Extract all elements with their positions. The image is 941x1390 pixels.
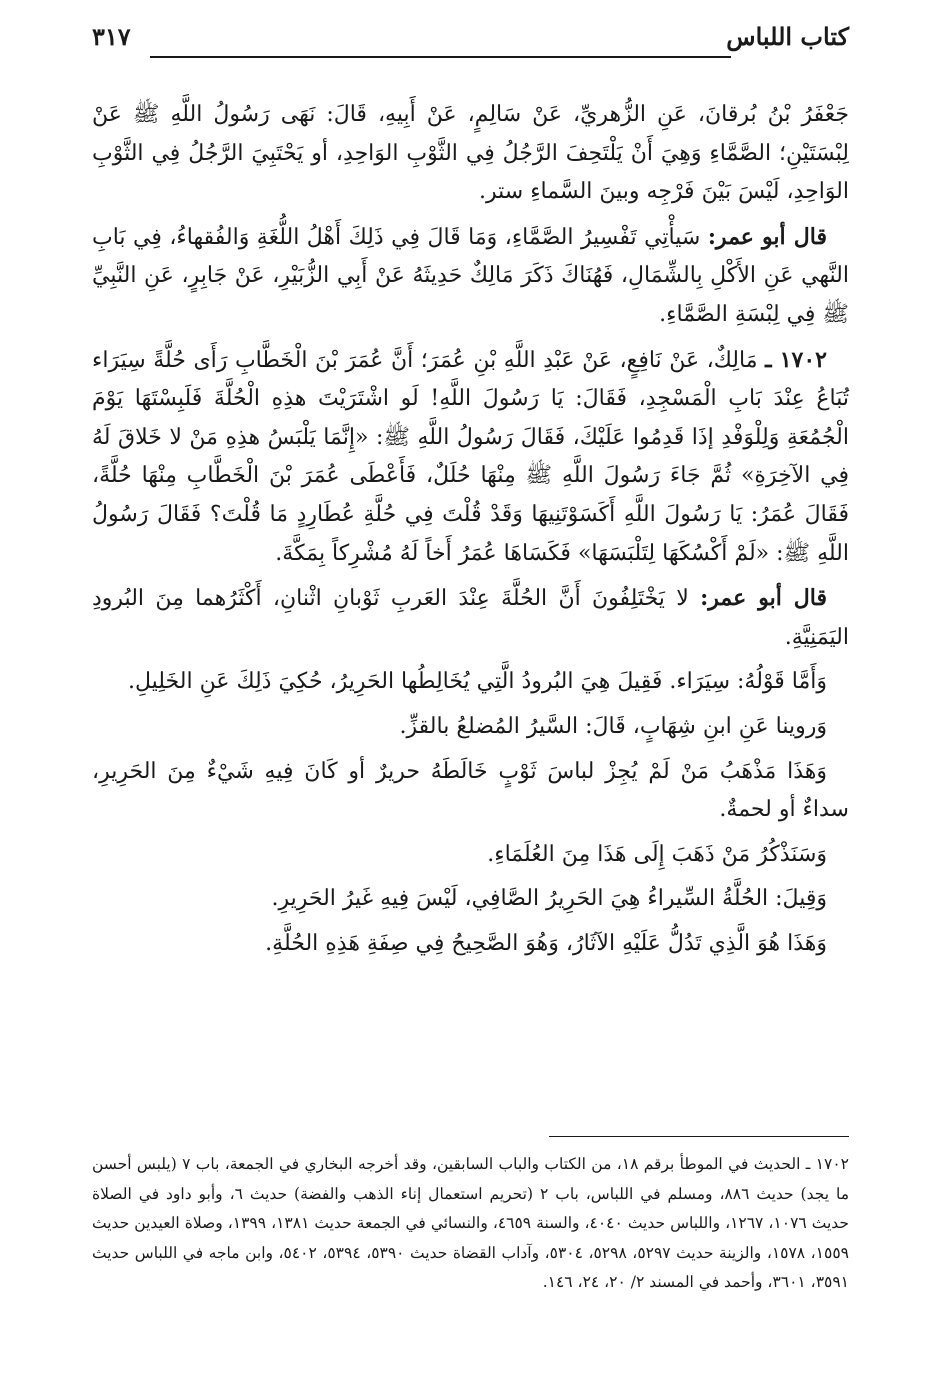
paragraph-5: وَأَمَّا قَوْلُهُ: سِيَرَاء. فَقِيلَ هِيَ البُرودُ الَّتِي يُخَالِطُها الحَرِيرُ، حُكِيَ ذَلِكَ عَنِ الخَلِيلِ. [127,669,827,695]
paragraph-2-text: سَيأْتِي تَفْسِيرُ الصَّمَّاءِ، وَمَا قَالَ فِي ذَلِكَ أَهْلُ اللُّغَةِ وَالفُقهاءُ، فِي بَابِ النَّهي عَنِ الأَكْلِ بِالشِّمَالِ، فَهُنَاكَ ذَكَرَ مَالِكٌ حَدِيثَهُ عَنْ أَبِي الزُّبَيْرِ، عَنْ جَابِرٍ، عَنِ النَّبِيِّ ﷺ فِي لِبْسَةِ الصَّمَّاءِ. [92,224,849,327]
hadith-text: مَالِكٌ، عَنْ نَافِعٍ، عَنْ عَبْدِ اللَّهِ بْنِ عُمَرَ؛ أَنَّ عُمَرَ بْنَ الْخَطَّابِ رَأَى حُلَّةً سِيَرَاء تُبَاعُ عِنْدَ بَابِ الْمَسْجِدِ، فَقَالَ: يَا رَسُولَ اللَّهِ! لَو اشْتَرَيْتَ هذِهِ الْحُلَّةَ فَلَبِسْتَهَا يَوْمَ الْجُمُعَةِ وَلِلْوَفْدِ إذَا قَدِمُوا عَلَيْكَ، فَقَالَ رَسُولُ اللَّهِ ﷺ: «إِنَّمَا يَلْبَسُ هذِهِ مَنْ لا خَلاقَ لَهُ فِي الآخِرَةِ» ثُمَّ جَاءَ رَسُولَ اللَّهِ ﷺ مِنْهَا حُلَلٌ، فَأَعْطَى عُمَرَ بْنَ الْخَطَّابِ مِنْهَا حُلَّةً، فَقَالَ عُمَرُ: يَا رَسُولَ اللَّهِ أَكَسَوْتَنِيهَا وَقَدْ قُلْتَ فِي حُلَّةِ عُطَارِدٍ مَا قُلْتَ؟ فَقَالَ رَسُولُ اللَّهِ ﷺ: «لَمْ أَكْسُكَهَا لِتَلْبَسَهَا» فَكَسَاهَا عُمَرُ أَخاً لَهُ مُشْرِكاً بِمَكَّةَ. [92,347,849,566]
paragraph-4 [92,579,849,657]
main-text [92,96,849,969]
paragraph-7: وَهَذَا مَذْهَبُ مَنْ لَمْ يُجِزْ لباسَ ثَوْبٍ خَالَطَهُ حريرٌ أو كَانَ فِيهِ شَيْءٌ مِنَ الحَرِيرِ، سداءٌ أو لحمةٌ. [92,758,849,823]
commentary-label: قال أبو عمر: [707,223,828,250]
paragraph-1: جَعْفَرُ بْنُ بُرقانَ، عَنِ الزُّهريِّ، عَنْ سَالِمٍ، عَنْ أَبِيهِ، قَالَ: نَهَى رَسُولُ اللَّهِ ﷺ عَنْ لِبْسَتَيْنِ؛ الصَّمَّاءِ وَهِيَ أَنْ يَلْتَحِفَ الرَّجُلُ فِي الثَّوْبِ الوَاحِدِ، أو يَحْتَبِيَ الرَّجُلُ فِي الثَّوْبِ الوَاحِدِ، لَيْسَ بَيْنَ فَرْجِه وبينَ السَّماءِ ستر. [92,102,849,205]
page-number: ٣١٧ [92,22,131,51]
paragraph-8: وَسَنَذْكُرُ مَنْ ذَهَبَ إِلَى هَذَا مِنَ العُلَمَاءِ. [487,841,827,867]
footnote-rule [549,1136,849,1137]
paragraph-4-text: لا يَخْتَلِفُونَ أَنَّ الحُلَّةَ عِنْدَ العَربِ ثَوْبانِ اثْنانِ، أَكْثَرُهما مِنَ البُرودِ اليَمَنِيَّةِ. [92,586,849,650]
book-title: كتاب اللباس [726,22,849,51]
header-rule [150,56,731,58]
hadith-number: ١٧٠٢ ـ [765,346,827,373]
commentary-label: قال أبو عمر: [700,585,827,612]
hadith-1702 [92,341,849,574]
paragraph-9: وَقِيلَ: الحُلَّةُ السِّيراءُ هِيَ الحَرِيرُ الصَّافِي، لَيْسَ فِيهِ غَيرُ الحَرِيرِ. [271,886,827,912]
footnote-text: ١٧٠٢ ـ الحديث في الموطأ برقم ١٨، من الكتاب والباب السابقين، وقد أخرجه البخاري في الجمعة، باب ٧ (يلبس أحسن ما يجد) حديث ٨٨٦، ومسلم في اللباس، باب ٢ (تحريم استعمال إناء الذهب والفضة) حديث ٦، وأبو داود في الصلاة حديث ١٠٧٦، ١٢٦٧، واللباس حديث ٤٠٤٠، والسنة ٤٦٥٩، والنسائي في الجمعة حديث ١٣٨١، ١٣٩٩، وصلاة العيدين حديث ١٥٥٩، ١٥٧٨، والزينة حديث ٥٢٩٧، ٥٢٩٨، ٥٣٠٤، وآداب القضاة حديث ٥٣٩٠، ٥٣٩٤، ٥٤٠٢، وابن ماجه في اللباس حديث ٣٥٩١، ٣٦٠١، وأحمد في المسند ٢/ ٢٠، ٢٤، ١٤٦. [92,1155,850,1292]
paragraph-10: وَهَذَا هُوَ الَّذِي تَدُلُّ عَلَيْهِ الآثَارُ، وَهُوَ الصَّحِيحُ فِي صِفَةِ هَذِهِ الحُلَّةِ. [265,930,827,956]
page-header [92,18,849,62]
footnote [92,1150,849,1298]
paragraph-6: وَروينا عَنِ ابنِ شِهَابٍ، قَالَ: السَّيرُ المُضلعُ بالقزِّ. [399,713,827,739]
paragraph-2 [92,218,849,335]
